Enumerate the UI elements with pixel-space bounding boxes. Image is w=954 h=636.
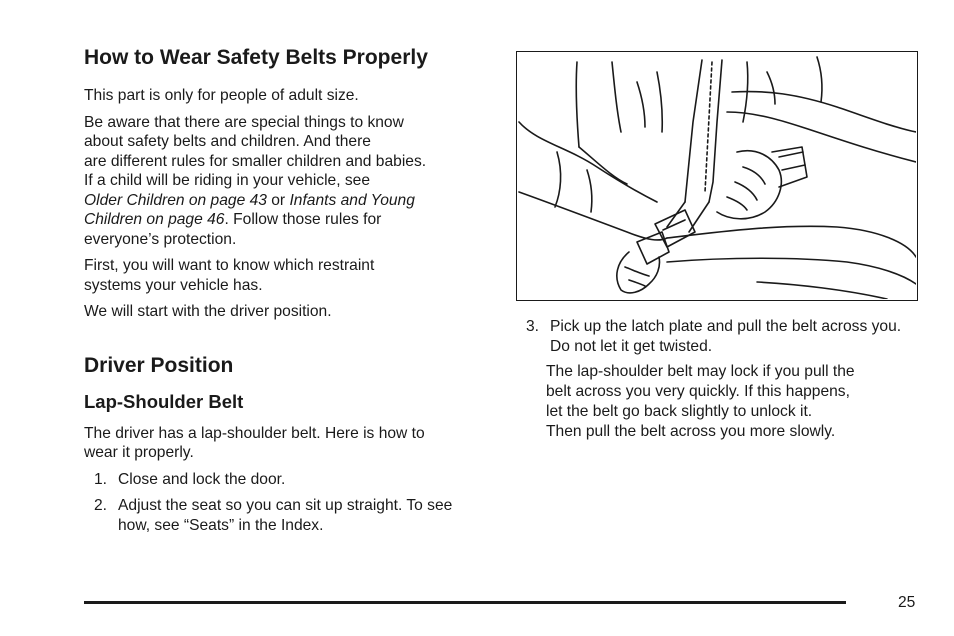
step-number: 2. [94,497,108,514]
para-line: Be aware that there are special things to know [84,113,404,131]
ref-older-children: Older Children on page 43 [84,191,267,209]
right-column [516,51,920,442]
para-line: If a child will be riding in your vehicle, see [84,172,371,189]
left-column [84,44,484,542]
note-line: The lap-shoulder belt may lock if you pull the [546,363,855,380]
para-line: are different rules for smaller children and babies. [84,152,427,170]
lock-note [546,362,920,442]
children-paragraph [84,113,484,250]
step-text: Adjust the seat so you can sit up straight. To see how, see “Seats” in the Index. [118,497,453,534]
intro-paragraph: This part is only for people of adult size. [84,87,359,104]
seatbelt-illustration [516,51,918,301]
seatbelt-drawing [517,52,916,299]
page-number: 25 [898,594,916,611]
lap-shoulder-paragraph [84,424,484,463]
ref-infants-b: Children on page 46 [84,211,225,228]
para-line: systems your vehicle has. [84,276,263,294]
note-line: let the belt go back slightly to unlock it. [546,403,813,420]
footer-rule [84,601,846,604]
step-text: Pick up the latch plate and pull the belt across you. Do not let it get twisted. [550,318,902,355]
note-line: Then pull the belt across you more slowly. [546,423,836,440]
follow-text-2: everyone’s protection. [84,230,237,248]
section-heading: Driver Position [84,353,234,377]
step-text: Close and lock the door. [118,470,286,488]
follow-text: . Follow those rules for [224,211,382,228]
page-heading: How to Wear Safety Belts Properly [84,46,428,69]
ref-infants-a: Infants and Young [289,191,415,209]
driver-start-paragraph: We will start with the driver position. [84,303,332,320]
restraint-paragraph [84,256,484,295]
step-item [84,470,484,490]
step-item [516,317,920,356]
step-item [84,496,484,535]
para-line: wear it properly. [84,444,194,461]
step-number: 1. [94,470,108,488]
para-line: First, you will want to know which restraint [84,257,375,274]
step-number: 3. [526,318,540,335]
or-word: or [266,191,290,209]
para-line: The driver has a lap-shoulder belt. Here is how to [84,424,425,442]
para-line: about safety belts and children. And there [84,133,371,150]
subsection-heading: Lap-Shoulder Belt [84,390,244,412]
note-line: belt across you very quickly. If this happens, [546,383,850,400]
